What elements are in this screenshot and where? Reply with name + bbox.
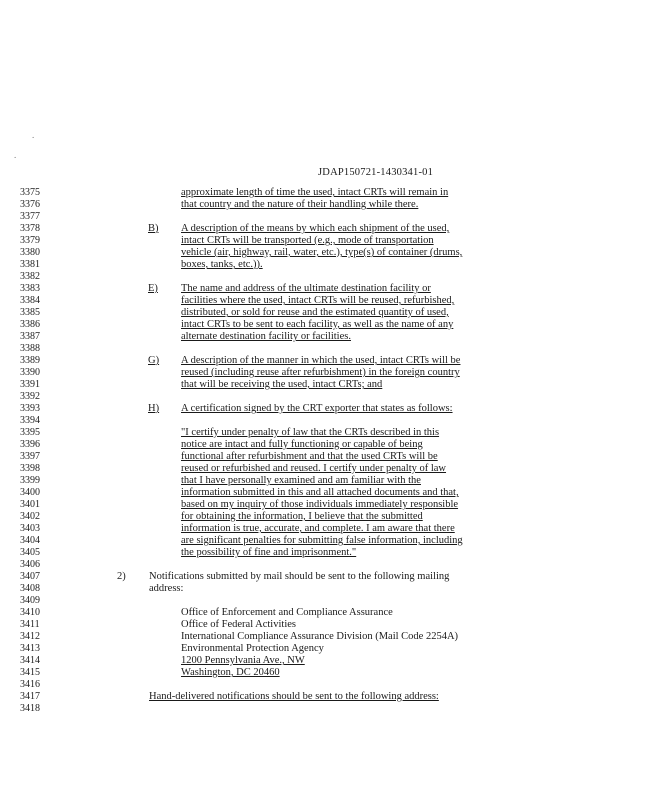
line-number: 3392 bbox=[20, 391, 40, 402]
address-line: Environmental Protection Agency bbox=[181, 643, 324, 654]
line-number: 3403 bbox=[20, 523, 40, 534]
line-number: 3388 bbox=[20, 343, 40, 354]
address-line: Office of Federal Activities bbox=[181, 619, 296, 630]
line-number: 3400 bbox=[20, 487, 40, 498]
certification-line: reused or refurbished and reused. I certify under penalty of law bbox=[181, 463, 447, 474]
text-line: facilities where the used, intact CRTs will be reused, refurbished, bbox=[181, 295, 455, 306]
line-number: 3380 bbox=[20, 247, 40, 258]
line-number: 3410 bbox=[20, 607, 40, 618]
text-line: The name and address of the ultimate destination facility or bbox=[181, 283, 431, 294]
line-number: 3405 bbox=[20, 547, 40, 558]
line-number: 3408 bbox=[20, 583, 40, 594]
text-line: A certification signed by the CRT exporter that states as follows: bbox=[181, 403, 453, 414]
certification-line: for obtaining the information, I believe that the submitted bbox=[181, 511, 423, 522]
line-number: 3390 bbox=[20, 367, 40, 378]
text-line: vehicle (air, highway, rail, water, etc.), type(s) of container (drums, bbox=[181, 247, 463, 258]
line-number: 3404 bbox=[20, 535, 40, 546]
line-number: 3395 bbox=[20, 427, 40, 438]
line-number: 3416 bbox=[20, 679, 40, 690]
line-number: 3378 bbox=[20, 223, 40, 234]
line-number: 3383 bbox=[20, 283, 40, 294]
line-number: 3376 bbox=[20, 199, 40, 210]
line-number: 3411 bbox=[20, 619, 40, 630]
address-line: International Compliance Assurance Division (Mail Code 2254A) bbox=[181, 631, 459, 642]
line-number: 3407 bbox=[20, 571, 40, 582]
line-number: 3396 bbox=[20, 439, 40, 450]
line-number: 3399 bbox=[20, 475, 40, 486]
address-line: Office of Enforcement and Compliance Assurance bbox=[181, 607, 393, 618]
line-number: 3389 bbox=[20, 355, 40, 366]
item-label: H) bbox=[148, 403, 160, 414]
line-number: 3418 bbox=[20, 703, 40, 714]
line-number: 3402 bbox=[20, 511, 40, 522]
line-number: 3409 bbox=[20, 595, 40, 606]
line-number: 3398 bbox=[20, 463, 40, 474]
text-line: Hand-delivered notifications should be sent to the following address: bbox=[149, 691, 439, 702]
line-number: 3385 bbox=[20, 307, 40, 318]
text-line: boxes, tanks, etc.)). bbox=[181, 259, 263, 270]
line-number: 3401 bbox=[20, 499, 40, 510]
text-line: approximate length of time the used, intact CRTs will remain in bbox=[181, 187, 449, 198]
line-number: 3375 bbox=[20, 187, 40, 198]
text-line: Notifications submitted by mail should be sent to the following mailing bbox=[149, 571, 450, 582]
item-label: G) bbox=[148, 355, 160, 366]
line-number: 3387 bbox=[20, 331, 40, 342]
certification-line: the possibility of fine and imprisonment." bbox=[181, 547, 357, 558]
document-id: JDAP150721-1430341-01 bbox=[318, 167, 434, 178]
item-label: E) bbox=[148, 283, 158, 294]
line-number: 3414 bbox=[20, 655, 40, 666]
text-line: intact CRTs to be sent to each facility, as well as the name of any bbox=[181, 319, 454, 330]
certification-line: based on my inquiry of those individuals immediately responsible bbox=[181, 499, 459, 510]
line-number: 3391 bbox=[20, 379, 40, 390]
line-number: 3397 bbox=[20, 451, 40, 462]
line-number: 3417 bbox=[20, 691, 40, 702]
line-number: 3386 bbox=[20, 319, 40, 330]
line-number: 3413 bbox=[20, 643, 40, 654]
text-line: address: bbox=[149, 583, 184, 594]
text-line: reused (including reuse after refurbishment) in the foreign country bbox=[181, 367, 460, 378]
certification-line: functional after refurbishment and that the used CRTs will be bbox=[181, 451, 438, 462]
line-number: 3394 bbox=[20, 415, 40, 426]
text-line: A description of the means by which each shipment of the used, bbox=[181, 223, 450, 234]
text-line: distributed, or sold for reuse and the estimated quantity of used, bbox=[181, 307, 449, 318]
certification-line: that I have personally examined and am familiar with the bbox=[181, 475, 421, 486]
line-number: 3406 bbox=[20, 559, 40, 570]
text-line: that will be receiving the used, intact CRTs; and bbox=[181, 379, 383, 390]
scan-mark: . bbox=[32, 130, 35, 140]
certification-line: "I certify under penalty of law that the CRTs described in this bbox=[181, 427, 440, 438]
line-number: 3382 bbox=[20, 271, 40, 282]
text-line: that country and the nature of their handling while there. bbox=[181, 199, 419, 210]
scan-mark: . bbox=[14, 150, 17, 160]
certification-line: information is true, accurate, and complete. I am aware that there bbox=[181, 523, 455, 534]
line-number: 3377 bbox=[20, 211, 40, 222]
certification-line: information submitted in this and all attached documents and that, bbox=[181, 487, 459, 498]
line-number: 3379 bbox=[20, 235, 40, 246]
line-number: 3415 bbox=[20, 667, 40, 678]
certification-line: notice are intact and fully functioning or capable of being bbox=[181, 439, 423, 450]
item-label: B) bbox=[148, 223, 159, 234]
line-number: 3384 bbox=[20, 295, 40, 306]
address-line: Washington, DC 20460 bbox=[181, 667, 280, 678]
line-number: 3412 bbox=[20, 631, 40, 642]
item-label: 2) bbox=[117, 571, 126, 582]
certification-line: are significant penalties for submitting false information, including bbox=[181, 535, 463, 546]
line-number: 3393 bbox=[20, 403, 40, 414]
text-line: intact CRTs will be transported (e.g., mode of transportation bbox=[181, 235, 434, 246]
text-line: alternate destination facility or facilities. bbox=[181, 331, 351, 342]
line-number: 3381 bbox=[20, 259, 40, 270]
address-line: 1200 Pennsylvania Ave., NW bbox=[181, 655, 305, 666]
text-line: A description of the manner in which the used, intact CRTs will be bbox=[181, 355, 461, 366]
